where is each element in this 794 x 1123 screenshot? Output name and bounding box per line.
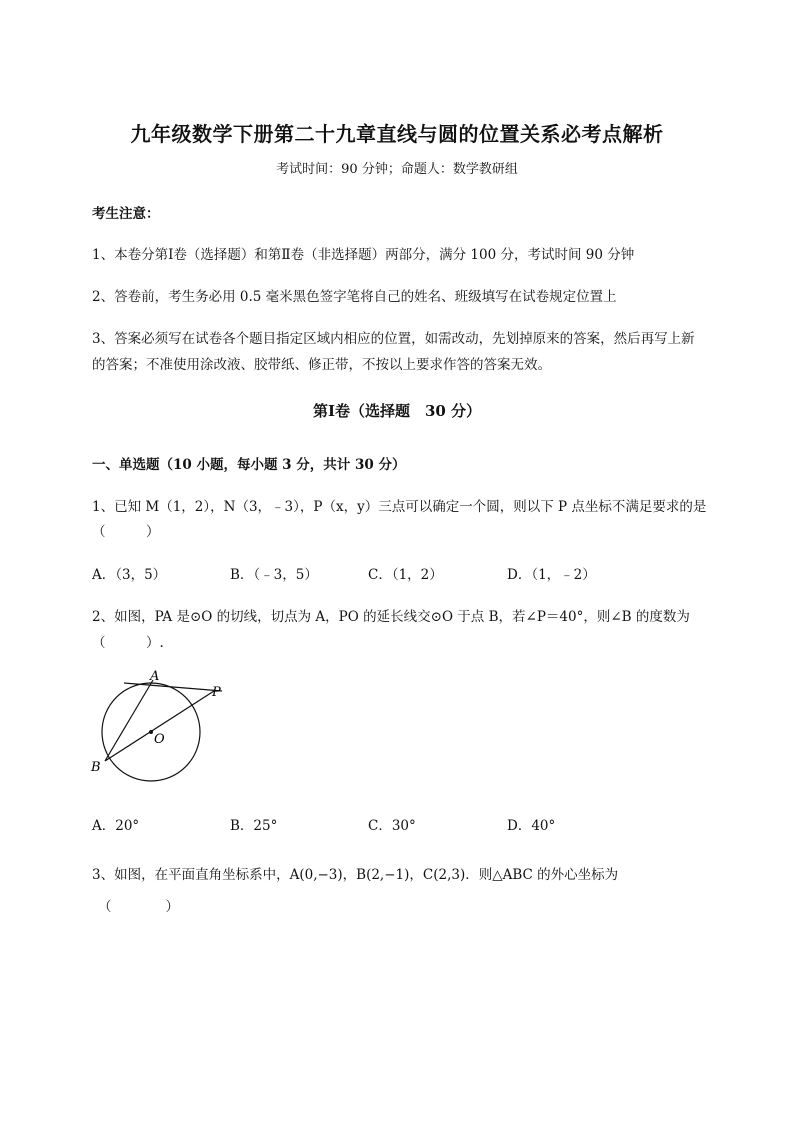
center-dot — [149, 730, 153, 734]
line-pb — [105, 691, 214, 761]
circle-tangent-figure — [86, 664, 236, 784]
section-title: 第Ⅰ卷（选择题 30 分） — [312, 402, 482, 420]
question-2-option-a: A．20° — [92, 818, 140, 834]
label-b: B — [91, 760, 101, 775]
question-1-text: 1、已知 M（1，2），N（3，﹣3），P（x，y）三点可以确定一个圆，则以下 P 点坐标不满足要求的是 — [92, 499, 707, 515]
question-1-option-a: A．（3，5） — [92, 567, 167, 583]
part-heading: 一、单选题（10 小题，每小题 3 分，共计 30 分） — [92, 457, 406, 473]
question-2-option-b: B．25° — [230, 818, 278, 834]
question-3-text: 3、如图，在平面直角坐标系中，A(0,−3)，B(2,−1)，C(2,3)．则△ABC 的外心坐标为 — [92, 867, 619, 883]
question-1-blank: （ ） — [92, 524, 160, 540]
question-2-option-d: D．40° — [507, 818, 556, 834]
question-3-blank: （ ） — [98, 899, 179, 915]
line-ab — [105, 680, 153, 761]
label-p: P — [212, 685, 221, 700]
question-2-text: 2、如图，PA 是⊙O 的切线，切点为 A，PO 的延长线交⊙O 于点 B，若∠P＝40°，则∠B 的度数为 — [92, 609, 690, 625]
notice-item-3-line-1: 3、答案必须写在试卷各个题目指定区域内相应的位置，如需改动，先划掉原来的答案，然后再写上新 — [92, 331, 695, 347]
page-title: 九年级数学下册第二十九章直线与圆的位置关系必考点解析 — [130, 122, 664, 146]
tangent-line-pa — [124, 683, 222, 691]
notice-item-1: 1、本卷分第Ⅰ卷（选择题）和第Ⅱ卷（非选择题）两部分，满分 100 分，考试时间 90 分钟 — [92, 247, 635, 263]
question-1-option-d: D．（1，﹣2） — [507, 567, 596, 583]
notice-item-3-line-2: 的答案；不准使用涂改液、胶带纸、修正带，不按以上要求作答的答案无效。 — [92, 357, 551, 373]
question-2-blank: （ ）. — [92, 635, 164, 651]
notice-heading: 考生注意： — [92, 206, 160, 222]
question-2-option-c: C．30° — [368, 818, 416, 834]
label-a: A — [150, 669, 160, 684]
label-o: O — [154, 732, 165, 747]
question-1-option-c: C．（1，2） — [368, 567, 443, 583]
exam-info: 考试时间：90 分钟；命题人：数学教研组 — [276, 162, 518, 177]
notice-item-2: 2、答卷前，考生务必用 0.5 毫米黑色签字笔将自己的姓名、班级填写在试卷规定位置上 — [92, 289, 617, 305]
question-1-option-b: B．（﹣3，5） — [230, 567, 318, 583]
